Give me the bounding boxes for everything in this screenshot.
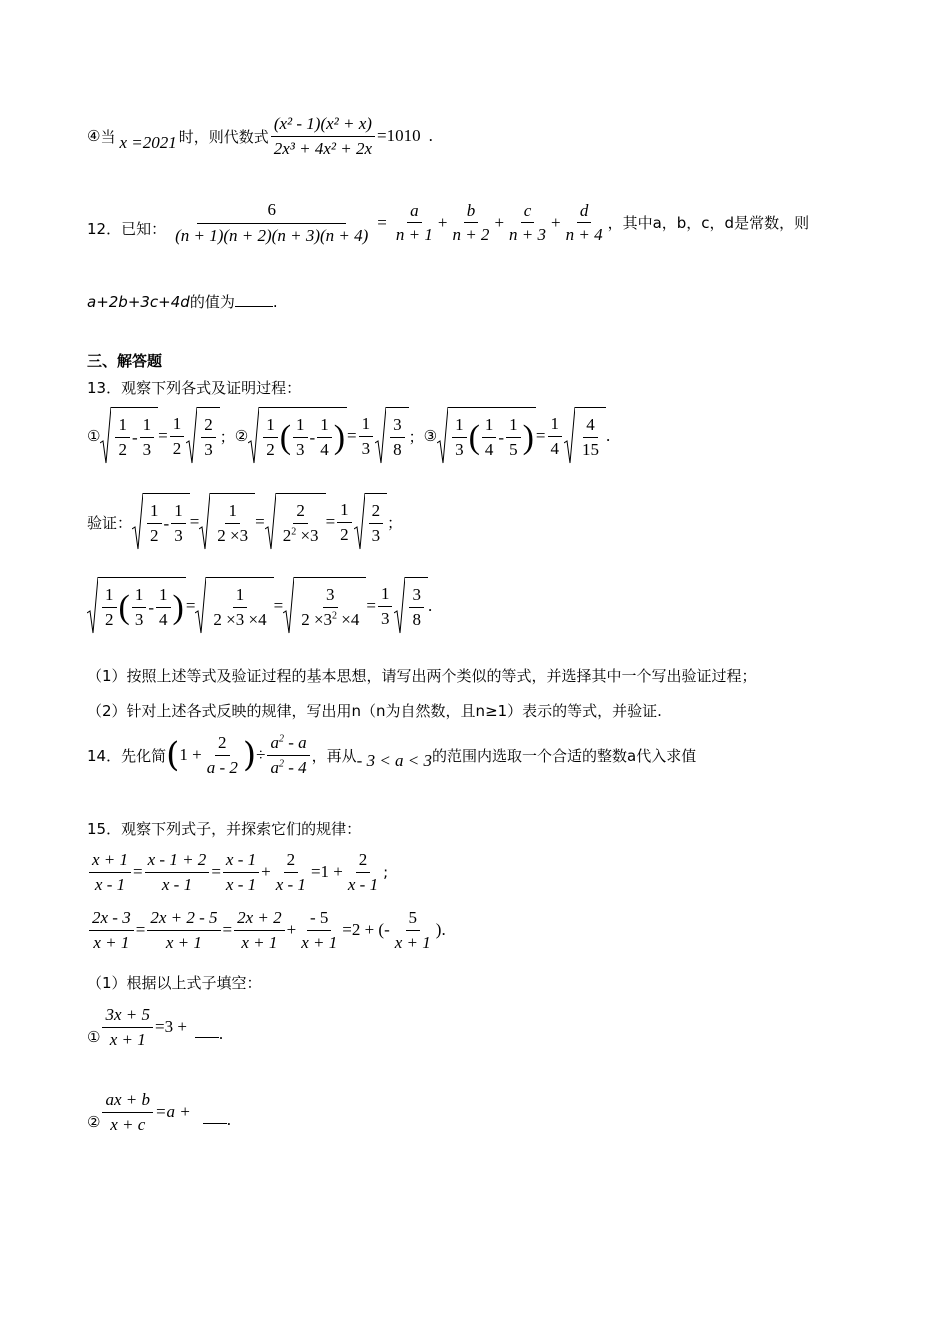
when-text: 当 (100, 127, 116, 146)
answer-blank[interactable] (235, 305, 273, 307)
fraction-denominator: 2x³ + 4x² + 2x (273, 138, 373, 158)
q12-tail: ，其中a，b，c，d是常数，则 (607, 214, 810, 233)
item-marker: ④ (87, 127, 101, 146)
fraction-numerator: (x² - 1)(x² + x) (271, 114, 375, 137)
end-dot: . (428, 126, 433, 146)
lhs-denominator: (n + 1)(n + 2)(n + 3)(n + 4) (175, 225, 369, 245)
result-value: =1010 (377, 126, 421, 146)
q13-part2: （2）针对上述各式反映的规律，写出用n（n为自然数，且n≥1）表示的等式，并验证. (87, 702, 662, 720)
q15-fill-intro: （1）根据以上式子填空： (87, 974, 262, 992)
q14-number: 14．先化简 (87, 746, 167, 765)
q15-item2: ② $\frac{ax + b}{x + c}$ =a + . (87, 1090, 231, 1134)
fill-blank-2[interactable] (203, 1122, 227, 1124)
x-equals: x =2021 (119, 133, 177, 153)
fill-blank-1[interactable] (195, 1036, 219, 1038)
q12-line1: 12．已知： $\frac{6}{(n + 1)(n + 2)(n + 3)(n + 4)}$ = $\frac{a}{n + 1}$ + $\frac{b}{n + 2}$ + $\frac{c}{n + 3}$ + $\frac{d}{n + 4}$ ，其中a，b，c，d是常数，则 (87, 200, 810, 245)
q12-line2: a+2b+3c+4d的值为 . (87, 293, 278, 311)
q15-intro: 15．观察下列式子，并探索它们的规律： (87, 820, 362, 838)
q13-verify-2: $\frac{1}{2}$ ( $\frac{1}{3}$ - $\frac{1}{4}$ ) = $\frac{1}{2 \times 3 \times 4}$ = $\frac{3}{2 \times 3^2 \times 4}$ = $\frac{1}{3}$ $\frac{3}{8}$ . (87, 577, 432, 635)
q15-example-1: $\frac{x + 1}{x - 1}$ = $\frac{x - 1 + 2}{x - 1}$ = $\frac{x - 1}{x - 1}$ + $\frac{2}{x - 1}$ =1 + $\frac{2}{x - 1}$ ; (87, 850, 388, 894)
lhs-numerator: 6 (197, 200, 346, 224)
q13-examples: ① $\frac{1}{2}$ - $\frac{1}{3}$ = $\frac{1}{2}$ $\frac{2}{3}$ ； ② $\frac{1}{2}$ ( $\frac{1}{3}$ - $\frac{1}{4}$ ) = $\frac{1}{3}$ $\frac{3}{8}$ ； ③ $\frac{1}{3}$ ( $\frac{1}{4}$ - $\frac{1}{5}$ ) = $\frac{1}{4}$ $\frac{4}{15}$ . (87, 407, 610, 465)
term-a: $\frac{a}{n + 1}$ (395, 200, 433, 245)
q14-tail: 的范围内选取一个合适的整数a代入求值 (432, 746, 697, 765)
q14: 14．先化简 ( 1 + $\frac{2}{a - 2}$ ) ÷ $\frac{a^2 - a}{a^2 - 4}$ ，再从 - 3 < a < 3 的范围内选取一个合适的整数a代入求值 (87, 733, 697, 777)
verify-label: 验证： (87, 513, 133, 532)
then-text: 时，则代数式 (178, 127, 269, 146)
q13-verify-1: 验证： $\frac{1}{2}$ - $\frac{1}{3}$ = $\frac{1}{2 \times 3}$ = $\frac{2}{2^2 \times 3}$ = $\frac{1}{2}$ $\frac{2}{3}$ ； (87, 493, 402, 551)
q11-item4 (87, 114, 433, 158)
q12-line2-tail: 的值为 (189, 293, 235, 311)
term-d: $\frac{d}{n + 4}$ (565, 200, 603, 245)
q13-part1: （1）按照上述等式及验证过程的基本思想，请写出两个类似的等式，并选择其中一个写出验证过程； (87, 667, 757, 685)
q15-item1: ① $\frac{3x + 5}{x + 1}$ =3 + . (87, 1005, 224, 1049)
term-c: $\frac{c}{n + 3}$ (509, 200, 547, 245)
q11-fraction (271, 114, 375, 158)
q12-expression: a+2b+3c+4d (87, 293, 190, 311)
question-number: 12．已知： (87, 220, 167, 239)
q15-example-2: $\frac{2x - 3}{x + 1}$ = $\frac{2x + 2 - 5}{x + 1}$ = $\frac{2x + 2}{x + 1}$ + $\frac{- 5}{x + 1}$ =2 + (- $\frac{5}{x + 1}$ ). (87, 908, 446, 952)
sqrt-expression: $\frac{1}{2}$ - $\frac{1}{3}$ (100, 407, 158, 465)
q12-lhs-fraction (172, 200, 371, 245)
q14-range: - 3 < a < 3 (356, 751, 433, 771)
section-title: 三、解答题 (87, 352, 163, 370)
term-b: $\frac{b}{n + 2}$ (452, 200, 490, 245)
q13-intro: 13．观察下列各式及证明过程： (87, 379, 302, 397)
